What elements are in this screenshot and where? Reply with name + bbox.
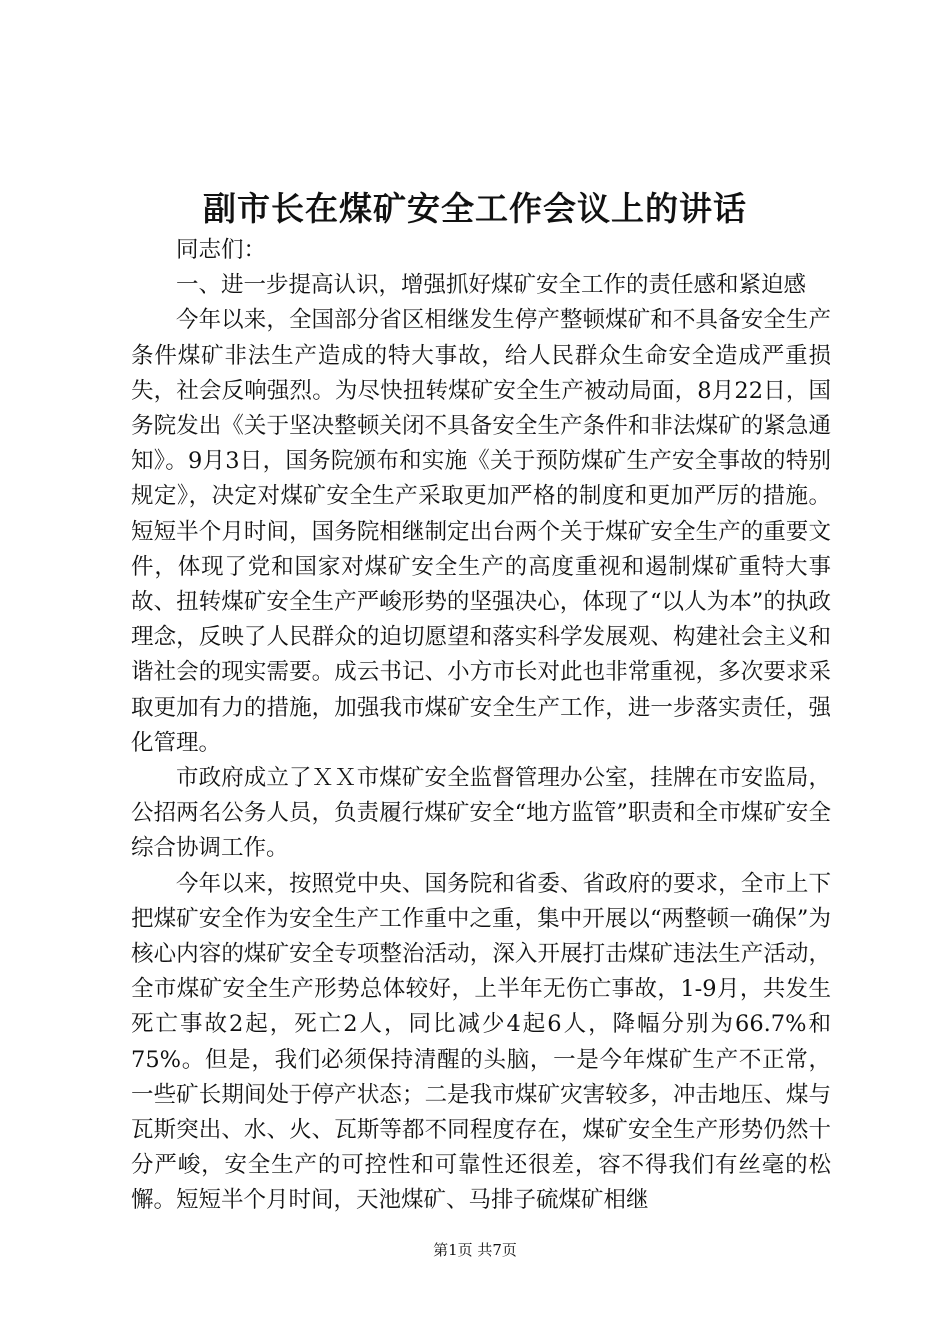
paragraph: 今年以来，全国部分省区相继发生停产整顿煤矿和不具备安全生产条件煤矿非法生产造成的特大事故，给人民群众生命安全造成严重损失，社会反响强烈。为尽快扭转煤矿安全生产被动局面，8月22日，国务院发出《关于坚决整顿关闭不具备安全生产条件和非法煤矿的紧急通知》。9月3日，国务院颁布和实施《关于预防煤矿生产安全事故的特别规定》，决定对煤矿安全生产采取更加严格的制度和更加严厉的措施。短短半个月时间，国务院相继制定出台两个关于煤矿安全生产的重要文件，体现了党和国家对煤矿安全生产的高度重视和遏制煤矿重特大事故、扭转煤矿安全生产严峻形势的坚强决心，体现了“以人为本”的执政理念，反映了人民群众的迫切愿望和落实科学发展观、构建社会主义和谐社会的现实需要。成云书记、小方市长对此也非常重视，多次要求采取更加有力的措施，加强我市煤矿安全生产工作，进一步落实责任，强化管理。 [131,307,831,756]
paragraph-section-heading: 一、进一步提高认识，增强抓好煤矿安全工作的责任感和紧迫感 [176,272,807,299]
page-number: 第1页 共7页 [433,1241,517,1259]
document-body [131,233,831,1219]
page-title: 副市长在煤矿安全工作会议上的讲话 [203,189,747,228]
paragraph-salutation: 同志们： [176,237,267,263]
paragraph: 今年以来，按照党中央、国务院和省委、省政府的要求，全市上下把煤矿安全作为安全生产工作重中之重，集中开展以“两整顿一确保”为核心内容的煤矿安全专项整治活动，深入开展打击煤矿违法生产活动，全市煤矿安全生产形势总体较好，上半年无伤亡事故，1-9月，共发生死亡事故2起，死亡2人，同比减少4起6人，降幅分别为66.7%和75%。但是，我们必须保持清醒的头脑，一是今年煤矿生产不正常，一些矿长期间处于停产状态；二是我市煤矿灾害较多，冲击地压、煤与瓦斯突出、水、火、瓦斯等都不同程度存在，煤矿安全生产形势仍然十分严峻，安全生产的可控性和可靠性还很差，容不得我们有丝毫的松懈。短短半个月时间，天池煤矿、马排子硫煤矿相继 [131,870,831,1214]
paragraph: 市政府成立了ＸＸ市煤矿安全监督管理办公室，挂牌在市安监局，公招两名公务人员，负责履行煤矿安全“地方监管”职责和全市煤矿安全综合协调工作。 [131,765,831,862]
page-footer [0,1240,950,1260]
